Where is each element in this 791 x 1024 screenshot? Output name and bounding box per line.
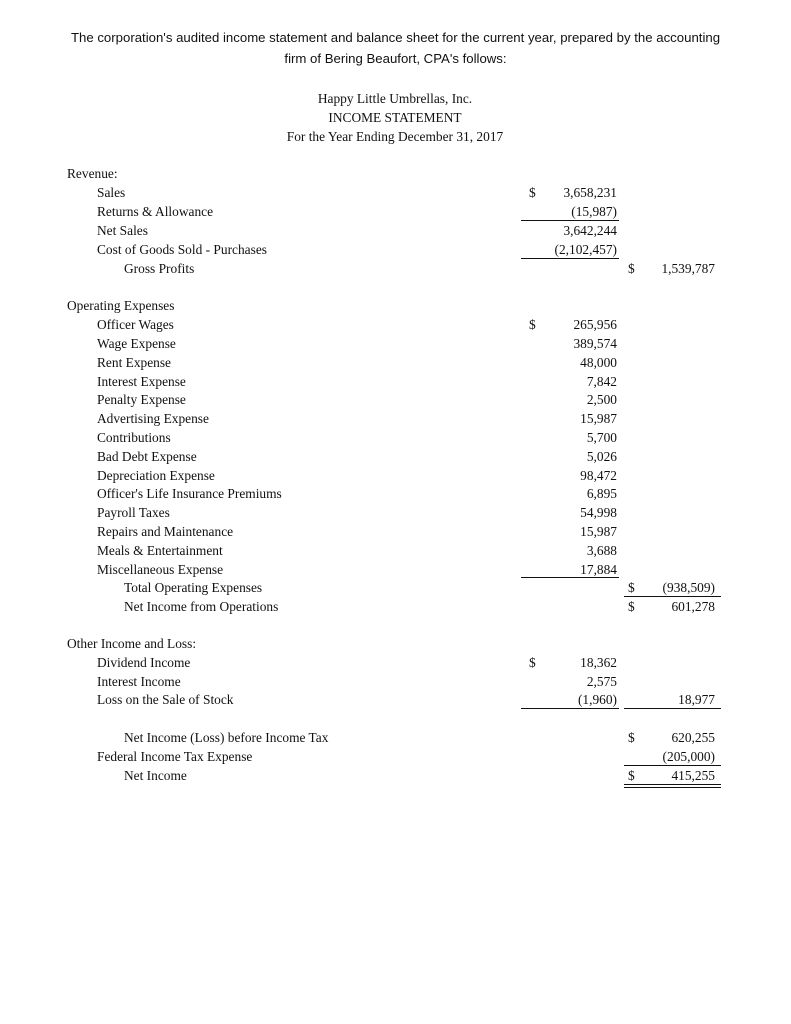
statement-title: INCOME STATEMENT [328,110,462,125]
tax-label: Federal Income Tax Expense [97,749,253,764]
expense-value: 389,574 [573,336,617,351]
net-sales-row [0,221,791,240]
expense-value: 6,895 [586,486,617,501]
sales-row [0,183,791,202]
returns-label: Returns & Allowance [97,204,214,219]
tax-row [0,747,791,766]
intro-line-2: firm of Bering Beaufort, CPA's follows: [284,51,507,66]
expense-value: 15,987 [580,524,617,539]
net-sales-value: 3,642,244 [563,223,617,238]
expense-value: 98,472 [580,468,617,483]
tax-value: (205,000) [662,749,715,764]
expense-value: 2,500 [586,392,617,407]
interest-income-row [0,672,791,691]
expense-label: Advertising Expense [97,411,209,426]
expense-label: Officer Wages [97,317,174,332]
other-heading: Other Income and Loss: [67,636,197,651]
revenue-heading: Revenue: [67,166,118,181]
expense-label: Wage Expense [97,336,176,351]
expense-row [0,541,791,560]
revenue-heading-row [0,164,791,183]
statement-period: For the Year Ending December 31, 2017 [286,129,504,144]
expense-row [0,372,791,391]
expense-value: 265,956 [573,317,617,332]
gross-profits-label: Gross Profits [124,261,195,276]
expense-label: Repairs and Maintenance [97,524,234,539]
expense-row [0,428,791,447]
expense-label: Bad Debt Expense [97,449,197,464]
dividend-value: 18,362 [580,655,617,670]
gross-profits-row [0,259,791,278]
double-rule-top [624,784,721,785]
expense-row [0,484,791,503]
returns-row [0,202,791,221]
cogs-value: (2,102,457) [554,242,617,257]
net-income-ops-row [0,597,791,616]
expense-row [0,466,791,485]
expense-label: Interest Expense [97,374,186,389]
pretax-label: Net Income (Loss) before Income Tax [124,730,329,745]
expense-label: Officer's Life Insurance Premiums [97,486,282,501]
cogs-label: Cost of Goods Sold - Purchases [97,242,267,257]
net-income-ops-label: Net Income from Operations [124,599,279,614]
operating-heading: Operating Expenses [67,298,175,313]
expense-row [0,315,791,334]
operating-heading-row [0,296,791,315]
interest-income-value: 2,575 [586,674,617,689]
expense-currency: $ [529,317,536,332]
gross-profits-value: 1,539,787 [661,261,715,276]
cogs-row [0,240,791,259]
company-name: Happy Little Umbrellas, Inc. [317,91,473,106]
expense-value: 54,998 [580,505,617,520]
net-income-currency: $ [628,768,635,783]
expense-value: 15,987 [580,411,617,426]
expense-row [0,503,791,522]
gross-profits-currency: $ [628,261,635,276]
expense-row [0,409,791,428]
expense-label: Meals & Entertainment [97,543,223,558]
rule-other-col1 [521,708,619,709]
loss-stock-value: (1,960) [577,692,617,707]
expense-label: Depreciation Expense [97,468,215,483]
expense-value: 3,688 [586,543,617,558]
sales-value: 3,658,231 [563,185,617,200]
sales-currency: $ [529,185,536,200]
expense-label: Miscellaneous Expense [97,562,224,577]
net-income-value: 415,255 [671,768,715,783]
total-operating-row [0,578,791,597]
rule-other-col2 [624,708,721,709]
net-income-ops-currency: $ [628,599,635,614]
net-income-row [0,766,791,785]
expense-row [0,560,791,579]
expense-value: 5,700 [586,430,617,445]
interest-income-label: Interest Income [97,674,181,689]
intro-line-1: The corporation's audited income statement and balance sheet for the current year, prepared by the accounting [70,30,721,45]
expense-row [0,334,791,353]
expense-value: 5,026 [586,449,617,464]
expense-row [0,353,791,372]
expense-label: Rent Expense [97,355,172,370]
expense-label: Payroll Taxes [97,505,170,520]
total-operating-currency: $ [628,580,635,595]
net-income-ops-value: 601,278 [671,599,715,614]
loss-stock-label: Loss on the Sale of Stock [97,692,234,707]
expense-row [0,390,791,409]
pretax-currency: $ [628,730,635,745]
other-heading-row [0,634,791,653]
total-operating-value: (938,509) [662,580,715,595]
dividend-row [0,653,791,672]
other-total-value: 18,977 [678,692,715,707]
expense-value: 7,842 [586,374,617,389]
expense-label: Contributions [97,430,171,445]
expense-value: 48,000 [580,355,617,370]
total-operating-label: Total Operating Expenses [124,580,263,595]
net-sales-label: Net Sales [97,223,148,238]
dividend-label: Dividend Income [97,655,191,670]
loss-stock-row [0,690,791,709]
returns-value: (15,987) [571,204,617,219]
double-rule-bottom [624,787,721,788]
expense-label: Penalty Expense [97,392,186,407]
expense-row [0,447,791,466]
sales-label: Sales [97,185,126,200]
expense-value: 17,884 [580,562,617,577]
dividend-currency: $ [529,655,536,670]
pretax-value: 620,255 [671,730,715,745]
expense-row [0,522,791,541]
pretax-row [0,728,791,747]
net-income-label: Net Income [124,768,187,783]
